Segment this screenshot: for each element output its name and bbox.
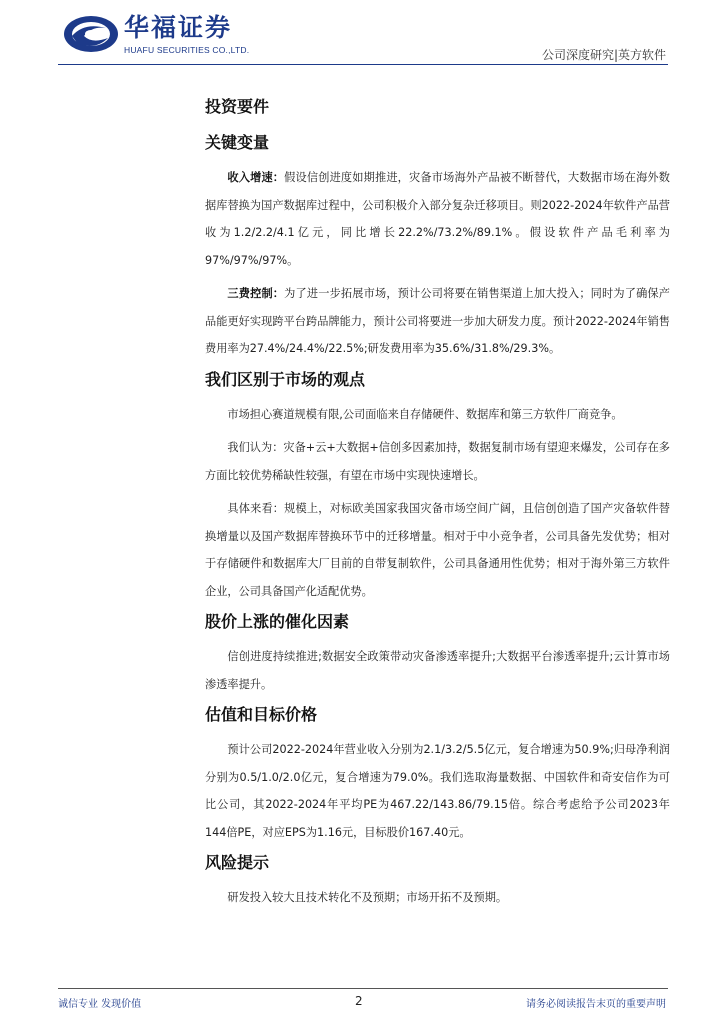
paragraph-market-concern: 市场担心赛道规模有限,公司面临来自存储硬件、数据库和第三方软件厂商竞争。 <box>227 407 623 421</box>
footer-disclaimer: 请务必阅读报告末页的重要声明 <box>526 999 666 1010</box>
paragraph-our-view: 我们认为：灾备+云+大数据+信创多因素加持，数据复制市场有望迎来爆发，公司存在多方面比较优势稀缺性较强，有望在市场中实现快速增长。 <box>205 441 670 482</box>
section-title-key-variables: 关键变量 <box>205 133 270 152</box>
page-title: 投资要件 <box>205 97 270 116</box>
page-number: 2 <box>355 994 363 1008</box>
section-title-risks: 风险提示 <box>205 853 270 872</box>
paragraph-lead: 收入增速： <box>227 171 285 184</box>
paragraph-text: 为了进一步拓展市场，预计公司将要在销售渠道上加大投入；同时为了确保产品能更好实现跨平台跨品牌能力，预计公司将要进一步加大研发力度。预计2022-2024年销售费用率为27.4%/24.4%/22.5%;研发费用率为35.6%/31.8%/29.3%。 <box>205 287 670 355</box>
footer-slogan: 诚信专业 发现价值 <box>58 999 142 1010</box>
section-title-catalysts: 股价上涨的催化因素 <box>205 612 350 631</box>
paragraph-catalysts: 信创进度持续推进;数据安全政策带动灾备渗透率提升;大数据平台渗透率提升;云计算市场渗透率提升。 <box>205 650 670 691</box>
report-body <box>205 90 670 918</box>
brand-name-cn: 华福证券 <box>124 13 233 42</box>
section-title-valuation: 估值和目标价格 <box>205 705 318 724</box>
paragraph-valuation: 预计公司2022-2024年营业收入分别为2.1/3.2/5.5亿元，复合增速为50.9%;归母净利润分别为0.5/1.0/2.0亿元，复合增速为79.0%。我们选取海量数据、中国软件和奇安信作为可比公司，其2022-2024年平均PE为467.22/143.86/79.15倍。综合考虑给予公司2023年144倍PE，对应EPS为1.16元，目标股价167.40元。 <box>205 743 670 839</box>
paragraph-lead: 三费控制： <box>227 287 285 300</box>
paragraph-expense-control <box>205 280 670 363</box>
huafu-logo-icon <box>62 14 120 54</box>
paragraph-specifics: 具体来看：规模上，对标欧美国家我国灾备市场空间广阔，且信创创造了国产灾备软件替换增量以及国产数据库替换环节中的迁移增量。相对于中小竞争者，公司具备先发优势；相对于存储硬件和数据库大厂目前的自带复制软件，公司具备通用性优势；相对于海外第三方软件企业，公司具备国产化适配优势。 <box>205 502 670 598</box>
footer-divider <box>58 988 668 989</box>
paragraph-revenue-growth <box>205 164 670 274</box>
header-divider <box>58 64 668 65</box>
report-type-label: 公司深度研究|英方软件 <box>541 48 666 62</box>
brand-name-en: HUAFU SECURITIES CO.,LTD. <box>124 45 250 55</box>
page-header <box>0 0 724 70</box>
paragraph-text: 假设信创进度如期推进，灾备市场海外产品被不断替代，大数据市场在海外数据库替换为国产数据库过程中，公司积极介入部分复杂迁移项目。则2022-2024年软件产品营收为1.2/2.2/4.1亿元，同比增长22.2%/73.2%/89.1%。假设软件产品毛利率为97%/97%/97%。 <box>205 171 670 267</box>
paragraph-risks: 研发投入较大且技术转化不及预期；市场开拓不及预期。 <box>227 891 508 904</box>
section-title-differ: 我们区别于市场的观点 <box>205 369 366 389</box>
